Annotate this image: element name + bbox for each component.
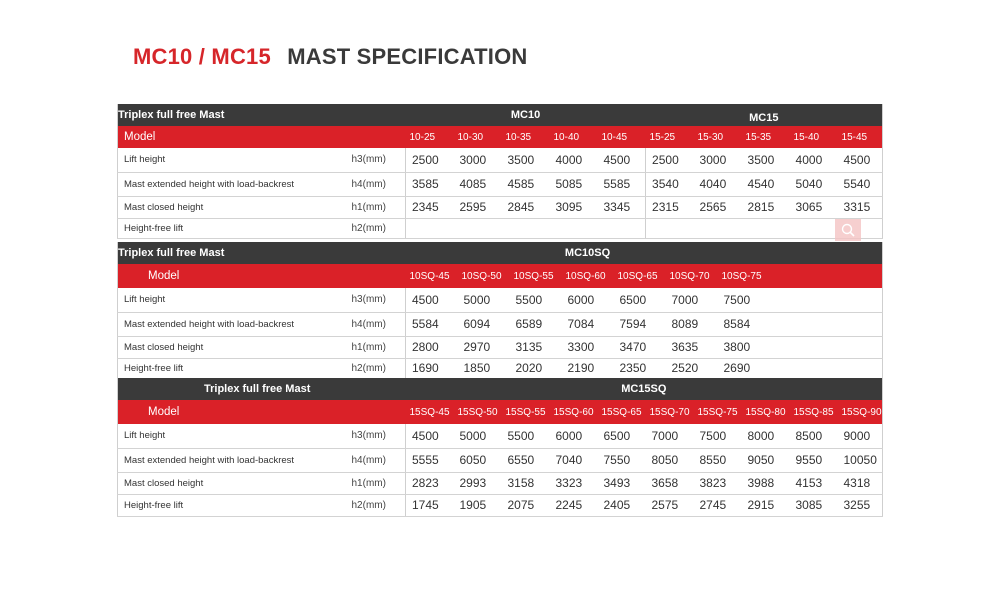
- value-cell: 5000: [458, 288, 510, 312]
- value-cell: 2800: [406, 336, 458, 358]
- value-cell: 4318: [838, 472, 883, 494]
- value-cell: 3315: [838, 196, 883, 218]
- magnifier-icon: [841, 223, 855, 237]
- value-cell: [406, 218, 454, 238]
- value-cell: 4085: [454, 172, 502, 196]
- mast-type-label: Triplex full free Mast: [118, 104, 406, 126]
- value-cell: 8550: [694, 448, 742, 472]
- model-cell: 15SQ-80: [742, 400, 790, 424]
- model-cell: 10-45: [598, 126, 646, 148]
- value-cell: 2190: [562, 358, 614, 378]
- value-cell: 2315: [646, 196, 694, 218]
- unit-ext: h4(mm): [352, 172, 406, 196]
- spec-table-mc15sq: [117, 378, 883, 517]
- value-cell: 3500: [742, 148, 790, 172]
- value-cell: 6050: [454, 448, 502, 472]
- value-cell: 3540: [646, 172, 694, 196]
- model-cell: 10SQ-70: [666, 264, 718, 288]
- row-label-ext: Mast extended height with load-backrest: [118, 448, 352, 472]
- value-cell: 7500: [694, 424, 742, 448]
- value-cell: 5500: [510, 288, 562, 312]
- value-cell: 8050: [646, 448, 694, 472]
- value-cell: 3095: [550, 196, 598, 218]
- value-cell: 2993: [454, 472, 502, 494]
- model-cell: 15-45: [838, 126, 883, 148]
- value-cell: 5500: [502, 424, 550, 448]
- value-cell: 4040: [694, 172, 742, 196]
- value-cell: 2745: [694, 494, 742, 516]
- value-cell: 2500: [646, 148, 694, 172]
- value-cell: 4500: [406, 424, 454, 448]
- value-cell: 2970: [458, 336, 510, 358]
- group-mc10sq: MC10SQ: [406, 242, 770, 264]
- value-cell: 2405: [598, 494, 646, 516]
- value-cell: 2595: [454, 196, 502, 218]
- value-cell: 6500: [614, 288, 666, 312]
- model-cell: 15-40: [790, 126, 838, 148]
- value-cell: 3065: [790, 196, 838, 218]
- value-cell: 8089: [666, 312, 718, 336]
- row-label-closed: Mast closed height: [118, 196, 352, 218]
- value-cell: 2350: [614, 358, 666, 378]
- row-label-lift: Lift height: [118, 288, 352, 312]
- value-cell: 2020: [510, 358, 562, 378]
- unit-ext: h4(mm): [352, 312, 406, 336]
- value-cell: 3493: [598, 472, 646, 494]
- row-label-lift: Lift height: [118, 148, 352, 172]
- value-cell: 2845: [502, 196, 550, 218]
- value-cell: 3988: [742, 472, 790, 494]
- model-cell: 10SQ-60: [562, 264, 614, 288]
- model-cell: 10-25: [406, 126, 454, 148]
- value-cell: 4500: [598, 148, 646, 172]
- group-mc10: MC10: [406, 104, 646, 126]
- value-cell: [694, 218, 742, 238]
- value-cell: 2245: [550, 494, 598, 516]
- value-cell: 5540: [838, 172, 883, 196]
- value-cell: 8500: [790, 424, 838, 448]
- value-cell: 9050: [742, 448, 790, 472]
- value-cell: 4500: [838, 148, 883, 172]
- value-cell: 5085: [550, 172, 598, 196]
- value-cell: 1850: [458, 358, 510, 378]
- group-mc15sq: MC15SQ: [406, 378, 883, 400]
- row-label-ext: Mast extended height with load-backrest: [118, 312, 352, 336]
- value-cell: 5040: [790, 172, 838, 196]
- value-cell: 7000: [646, 424, 694, 448]
- value-cell: 4000: [550, 148, 598, 172]
- value-cell: 2345: [406, 196, 454, 218]
- value-cell: [502, 218, 550, 238]
- unit-lift: h3(mm): [352, 148, 406, 172]
- value-cell: 4000: [790, 148, 838, 172]
- value-cell: 4540: [742, 172, 790, 196]
- model-cell: 15SQ-70: [646, 400, 694, 424]
- unit-ext: h4(mm): [352, 448, 406, 472]
- model-cell: 10SQ-75: [718, 264, 770, 288]
- value-cell: 3255: [838, 494, 883, 516]
- row-label-closed: Mast closed height: [118, 336, 352, 358]
- value-cell: 4500: [406, 288, 458, 312]
- model-cell: 10SQ-50: [458, 264, 510, 288]
- model-cell: 15SQ-75: [694, 400, 742, 424]
- model-cell: 15SQ-45: [406, 400, 454, 424]
- value-cell: 3300: [562, 336, 614, 358]
- value-cell: 6550: [502, 448, 550, 472]
- value-cell: [742, 218, 790, 238]
- value-cell: 3500: [502, 148, 550, 172]
- value-cell: 1690: [406, 358, 458, 378]
- value-cell: 1905: [454, 494, 502, 516]
- model-cell: 15-35: [742, 126, 790, 148]
- value-cell: 6500: [598, 424, 646, 448]
- value-cell: 3000: [454, 148, 502, 172]
- value-cell: 6589: [510, 312, 562, 336]
- value-cell: 3585: [406, 172, 454, 196]
- unit-free: h2(mm): [352, 358, 406, 378]
- row-label-free: Height-free lift: [118, 218, 352, 238]
- unit-closed: h1(mm): [352, 336, 406, 358]
- model-cell: 15SQ-65: [598, 400, 646, 424]
- value-cell: 1745: [406, 494, 454, 516]
- model-cell: 10-35: [502, 126, 550, 148]
- value-cell: 10050: [838, 448, 883, 472]
- value-cell: 8584: [718, 312, 770, 336]
- value-cell: 2520: [666, 358, 718, 378]
- model-cell: 10-40: [550, 126, 598, 148]
- value-cell: 2915: [742, 494, 790, 516]
- value-cell: 7500: [718, 288, 770, 312]
- value-cell: 9000: [838, 424, 883, 448]
- mast-type-label: Triplex full free Mast: [118, 242, 406, 264]
- value-cell: [790, 218, 838, 238]
- model-cell: 10SQ-45: [406, 264, 458, 288]
- row-label-free: Height-free lift: [118, 358, 352, 378]
- value-cell: 4585: [502, 172, 550, 196]
- value-cell: 5555: [406, 448, 454, 472]
- value-cell: 3323: [550, 472, 598, 494]
- model-cell: 10-30: [454, 126, 502, 148]
- group-mc15: MC15: [646, 104, 883, 126]
- zoom-button[interactable]: [835, 219, 861, 241]
- unit-free: h2(mm): [352, 494, 406, 516]
- value-cell: [646, 218, 694, 238]
- row-label-lift: Lift height: [118, 424, 352, 448]
- value-cell: 5000: [454, 424, 502, 448]
- spec-table-mc10-mc15: [117, 104, 883, 239]
- value-cell: 2500: [406, 148, 454, 172]
- value-cell: 2575: [646, 494, 694, 516]
- value-cell: 5584: [406, 312, 458, 336]
- unit-lift: h3(mm): [352, 424, 406, 448]
- model-cell: 10SQ-65: [614, 264, 666, 288]
- page-title: [133, 44, 528, 70]
- value-cell: 3000: [694, 148, 742, 172]
- value-cell: 3158: [502, 472, 550, 494]
- mast-type-label: Triplex full free Mast: [118, 378, 406, 400]
- value-cell: 3823: [694, 472, 742, 494]
- value-cell: 7550: [598, 448, 646, 472]
- value-cell: 8000: [742, 424, 790, 448]
- unit-free: h2(mm): [352, 218, 406, 238]
- value-cell: 3085: [790, 494, 838, 516]
- value-cell: 3345: [598, 196, 646, 218]
- value-cell: [550, 218, 598, 238]
- value-cell: 3135: [510, 336, 562, 358]
- value-cell: 2075: [502, 494, 550, 516]
- value-cell: 5585: [598, 172, 646, 196]
- value-cell: 7594: [614, 312, 666, 336]
- row-label-ext: Mast extended height with load-backrest: [118, 172, 352, 196]
- value-cell: 7040: [550, 448, 598, 472]
- value-cell: 2815: [742, 196, 790, 218]
- value-cell: 4153: [790, 472, 838, 494]
- model-cell: 15SQ-55: [502, 400, 550, 424]
- model-cell: 15SQ-60: [550, 400, 598, 424]
- value-cell: 3800: [718, 336, 770, 358]
- model-cell: 15SQ-50: [454, 400, 502, 424]
- model-cell: 15-30: [694, 126, 742, 148]
- title-models: MC10 / MC15: [133, 44, 271, 69]
- value-cell: 6000: [562, 288, 614, 312]
- model-cell: 10SQ-55: [510, 264, 562, 288]
- value-cell: [598, 218, 646, 238]
- model-label: Model: [118, 126, 406, 148]
- model-label: Model: [118, 400, 406, 424]
- model-label: Model: [118, 264, 406, 288]
- value-cell: 3658: [646, 472, 694, 494]
- value-cell: 6094: [458, 312, 510, 336]
- model-cell: 15SQ-85: [790, 400, 838, 424]
- title-spec: MAST SPECIFICATION: [287, 44, 528, 69]
- model-cell: 15-25: [646, 126, 694, 148]
- model-cell: 15SQ-90: [838, 400, 883, 424]
- value-cell: 2690: [718, 358, 770, 378]
- row-label-free: Height-free lift: [118, 494, 352, 516]
- value-cell: 2565: [694, 196, 742, 218]
- value-cell: 6000: [550, 424, 598, 448]
- unit-lift: h3(mm): [352, 288, 406, 312]
- value-cell: 7000: [666, 288, 718, 312]
- value-cell: 9550: [790, 448, 838, 472]
- value-cell: 3470: [614, 336, 666, 358]
- spec-table-mc10sq: [117, 242, 883, 379]
- unit-closed: h1(mm): [352, 472, 406, 494]
- row-label-closed: Mast closed height: [118, 472, 352, 494]
- value-cell: [454, 218, 502, 238]
- value-cell: 2823: [406, 472, 454, 494]
- value-cell: 3635: [666, 336, 718, 358]
- unit-closed: h1(mm): [352, 196, 406, 218]
- value-cell: 7084: [562, 312, 614, 336]
